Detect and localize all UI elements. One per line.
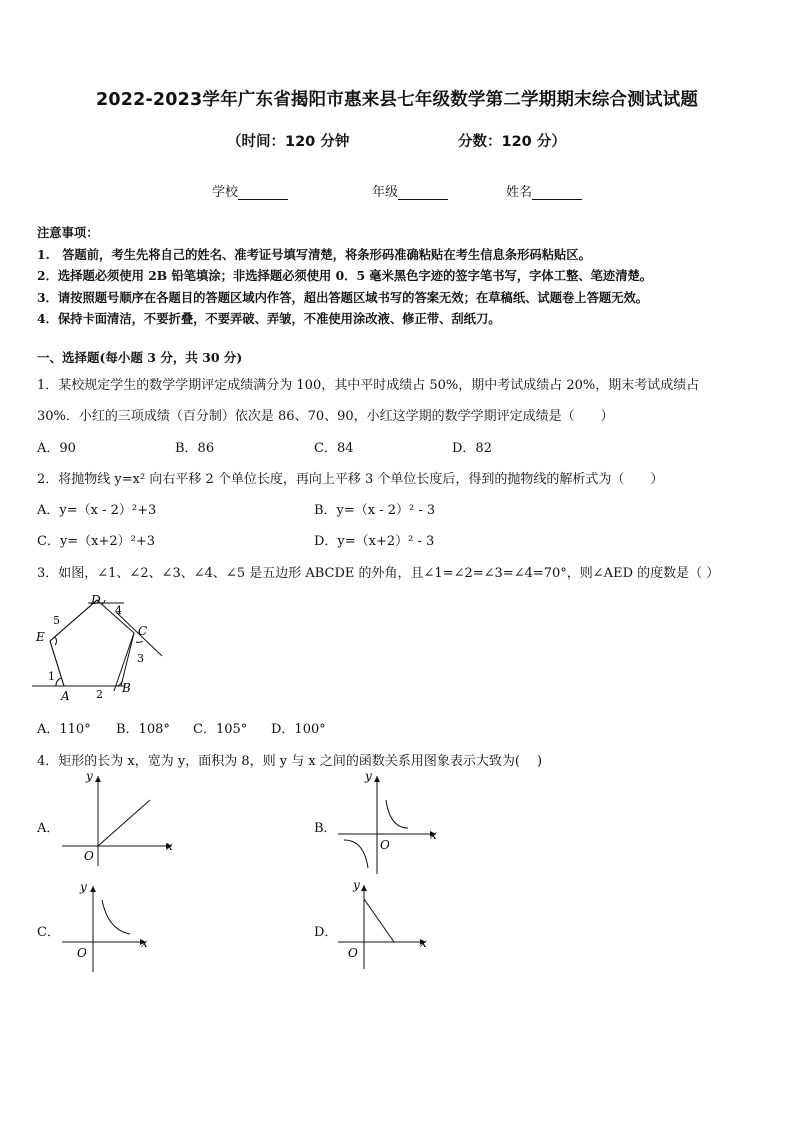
graph-a-line [98,800,150,846]
label-3: 3 [137,652,144,665]
note-item: 2．选择题必须使用 2B 铅笔填涂；非选择题必须使用 0．5 毫米黑色字迹的签字笔书写，字体工整、笔迹清楚。 [37,268,653,284]
q4-option-b[interactable]: B． [314,821,337,836]
axis-x-label: x [420,936,427,950]
origin-label: O [380,838,390,852]
graph-d [336,875,436,970]
angle-arc-3 [136,641,143,642]
label-c: C [138,624,148,638]
name-label: 姓名 [506,185,533,200]
graph-b-curve-q3 [344,840,368,868]
school-field [212,181,288,200]
notes-heading: 注意事项： [37,225,99,240]
axis-arrows [361,885,426,945]
label-2: 2 [96,688,103,701]
label-b: B [122,681,131,695]
angle-arc-1 [56,678,61,686]
axis-x-label: x [430,828,437,842]
label-4: 4 [115,604,122,617]
note-item: 4．保持卡面清洁，不要折叠，不要弄破、弄皱，不准使用涂改液、修正带、刮纸刀。 [37,311,501,327]
axis-x-label: x [141,936,148,950]
name-blank[interactable] [532,185,582,200]
graph-c-curve [102,900,130,934]
q2-option-a[interactable]: A．y=（x - 2）²+3 [37,503,157,518]
origin-label: O [84,849,94,863]
q4-stem: 4．矩形的长为 x，宽为 y，面积为 8，则 y 与 x 之间的函数关系用图象表示大致为( ) [37,754,543,769]
label-a: A [61,689,70,703]
q1-option-d[interactable]: D．82 [452,441,492,456]
exam-time: （时间：120 分钟 [227,134,350,150]
graph-b [336,768,446,878]
origin-label: O [348,946,358,960]
graph-a [60,768,180,868]
q2-stem: 2．将抛物线 y=x² 向右平移 2 个单位长度，再向上平移 3 个单位长度后，得到的抛物线的解析式为（ ） [37,472,664,487]
school-label: 学校 [212,185,239,200]
pentagon-figure [30,590,170,705]
q2-option-c[interactable]: C．y=（x+2）²+3 [37,534,156,549]
axis-y-label: y [353,878,360,892]
q1-line2: 30%．小红的三项成绩（百分制）依次是 86、70、90，小红这学期的数学学期评定成绩是（ ） [37,409,614,424]
label-e: E [36,630,45,644]
q1-option-a[interactable]: A．90 [37,441,76,456]
q3-option-a[interactable]: A．110° [37,722,91,737]
exam-score: 分数：120 分） [458,134,566,150]
q1-option-c[interactable]: C．84 [314,441,354,456]
q2-option-d[interactable]: D．y=（x+2）² - 3 [314,534,435,549]
graph-b-curve-q1 [386,800,408,828]
label-1: 1 [48,670,55,683]
q4-option-c[interactable]: C． [37,925,60,940]
q1-option-b[interactable]: B．86 [175,441,215,456]
axis-y-label: y [86,769,93,783]
section-heading: 一、选择题(每小题 3 分，共 30 分) [37,350,243,365]
q4-option-d[interactable]: D． [314,925,338,940]
grade-field [372,181,448,200]
note-item: 1. 答题前，考生先将自己的姓名、准考证号填写清楚，将条形码准确粘贴在考生信息条形码粘贴区。 [37,246,591,262]
axis-arrows [90,886,146,945]
q3-option-d[interactable]: D．100° [271,722,326,737]
angle-arc-5 [55,637,57,645]
notes-block [37,222,652,330]
axis-x-label: x [166,839,173,853]
note-item: 3．请按照题号顺序在各题目的答题区域内作答，超出答题区域书写的答案无效；在草稿纸、试题卷上答题无效。 [37,289,649,305]
origin-label: O [77,946,87,960]
q3-option-c[interactable]: C．105° [193,722,248,737]
grade-blank[interactable] [398,185,448,200]
axis-y-label: y [365,769,372,783]
label-d: D [91,593,101,607]
grade-label: 年级 [372,185,399,200]
name-field [506,181,582,200]
label-5: 5 [53,614,60,627]
graph-c [60,878,160,973]
q1-line1: 1．某校规定学生的数学学期评定成绩满分为 100，其中平时成绩占 50%，期中考试成绩占 20%，期末考试成绩占 [37,378,700,393]
q2-option-b[interactable]: B．y=（x - 2）² - 3 [314,503,436,518]
axis-y-label: y [80,880,87,894]
q3-stem: 3．如图，∠1、∠2、∠3、∠4、∠5 是五边形 ABCDE 的外角，且∠1=∠2=∠3=∠4=70°，则∠AED 的度数是（ ） [37,566,720,581]
q3-option-b[interactable]: B．108° [116,722,170,737]
page-title: 2022-2023学年广东省揭阳市惠来县七年级数学第二学期期末综合测试试题 [95,90,699,110]
graph-d-line [364,899,394,942]
school-blank[interactable] [238,185,288,200]
q4-option-a[interactable]: A． [37,821,60,836]
